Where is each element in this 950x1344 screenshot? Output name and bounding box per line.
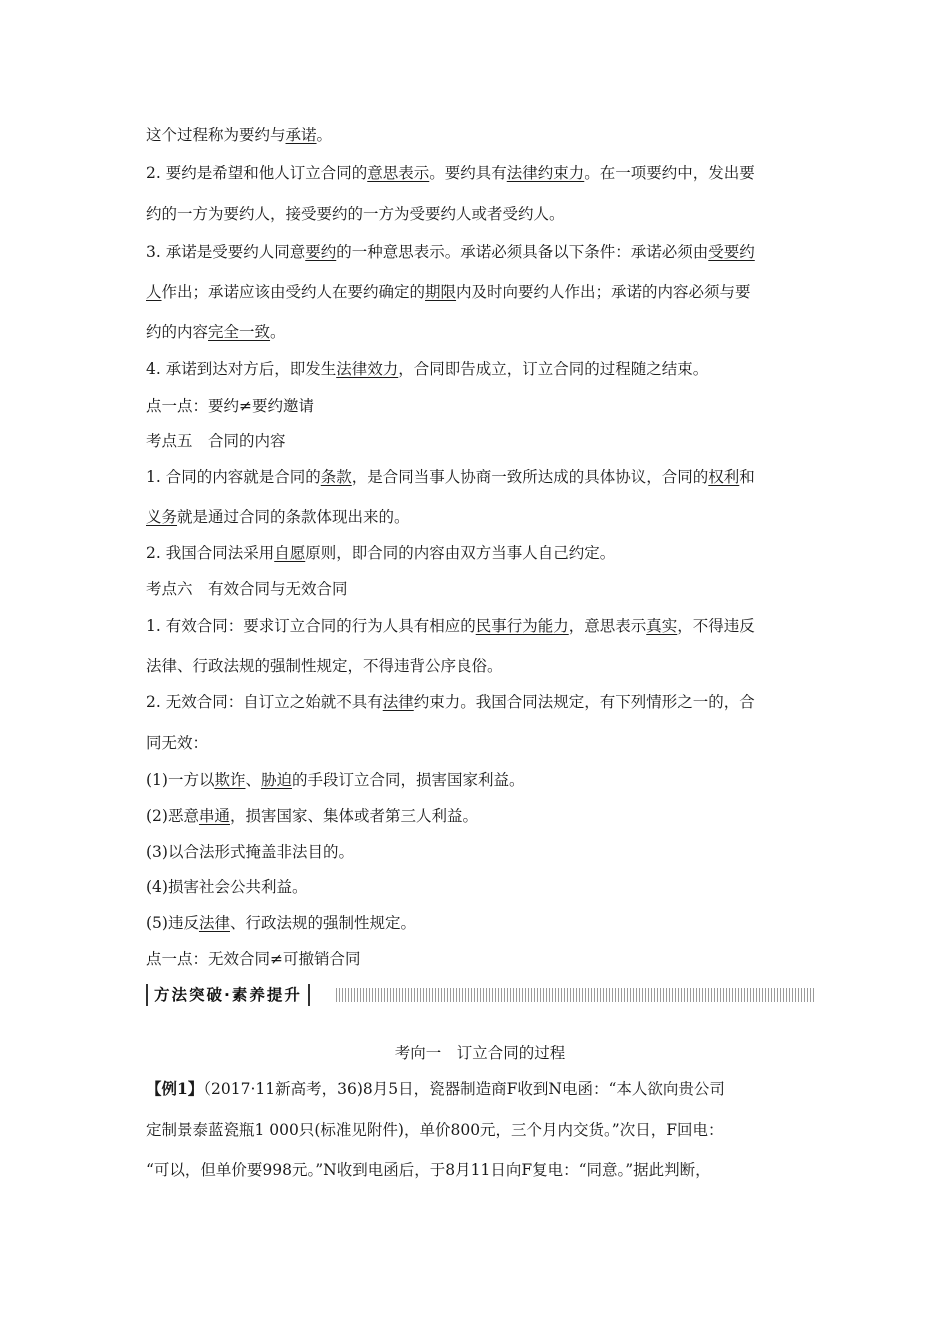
subsection-heading: 考向一 订立合同的过程 — [394, 1044, 566, 1062]
underlined-term: 法律 — [382, 693, 414, 711]
text: ，是合同当事人协商一致所达成的具体协议，合同的 — [351, 468, 709, 486]
tip-line: 点一点：无效合同≠可撤销合同 — [146, 950, 361, 968]
section-heading: 考点六 有效合同与无效合同 — [146, 580, 348, 598]
example-line: “可以，但单价要998元。”N收到电函后，于8月11日向F复电：“同意。”据此判断， — [146, 1161, 711, 1179]
underlined-term: 法律 — [198, 914, 230, 932]
text: 2. 无效合同：自订立之始就不具有 — [146, 693, 383, 711]
text: 3. 承诺是受要约人同意 — [146, 243, 306, 261]
text: （2017·11新高考，36)8月5日，瓷器制造商F收到N电函：“本人欲向贵公司 — [203, 1080, 725, 1098]
text: 2. 要约是希望和他人订立合同的 — [146, 164, 368, 182]
paragraph-line: 同无效： — [146, 734, 209, 752]
underlined-term: 自愿 — [274, 544, 306, 562]
underlined-term: 意思表示 — [367, 164, 430, 182]
paragraph-line — [146, 282, 751, 302]
paragraph-line — [146, 692, 755, 712]
underlined-term: 期限 — [425, 283, 457, 301]
text: (2)恶意 — [146, 807, 199, 825]
text: 的一种意思表示。承诺必须具备以下条件：承诺必须由 — [336, 243, 709, 261]
text: 内及时向要约人作出；承诺的内容必须与要 — [456, 283, 751, 301]
text: 、行政法规的强制性规定。 — [229, 914, 416, 932]
text: 4. 承诺到达对方后，即发生 — [146, 360, 337, 378]
text: 作出；承诺应该由受约人在要约确定的 — [161, 283, 426, 301]
text: 。 — [270, 323, 286, 341]
underlined-term: 受要约 — [708, 243, 755, 261]
text: 的手段订立合同，损害国家利益。 — [292, 771, 525, 789]
text: (1)一方以 — [146, 771, 215, 789]
list-item — [146, 913, 416, 933]
underlined-term: 串通 — [198, 807, 230, 825]
text: 约的内容 — [146, 323, 209, 341]
tip-line: 点一点：要约≠要约邀请 — [146, 397, 314, 415]
list-item — [146, 806, 478, 826]
underlined-term: 人 — [146, 283, 162, 301]
text: ，合同即告成立，订立合同的过程随之结束。 — [398, 360, 709, 378]
text: 。要约具有 — [429, 164, 507, 182]
paragraph-line — [146, 322, 286, 342]
text: 1. 有效合同：要求订立合同的行为人具有相应的 — [146, 617, 476, 635]
text: 2. 我国合同法采用 — [146, 544, 275, 562]
underlined-term: 真实 — [646, 617, 678, 635]
paragraph-line — [146, 543, 615, 563]
underlined-term: 要约 — [305, 243, 337, 261]
text: ，损害国家、集体或者第三人利益。 — [229, 807, 478, 825]
text: 约束力。我国合同法规定，有下列情形之一的，合 — [413, 693, 755, 711]
underlined-term: 义务 — [146, 508, 178, 526]
example-line: 定制景泰蓝瓷瓶1 000只(标准见附件)，单价800元，三个月内交货。”次日，F回电： — [146, 1121, 724, 1139]
example-line — [146, 1079, 725, 1099]
list-item: (3)以合法形式掩盖非法目的。 — [146, 843, 354, 861]
text: 1. 合同的内容就是合同的 — [146, 468, 321, 486]
paragraph-line — [146, 125, 332, 145]
text: 。 — [316, 126, 333, 144]
text: 原则，即合同的内容由双方当事人自己约定。 — [305, 544, 616, 562]
paragraph-line — [146, 616, 755, 636]
text: ，不得违反 — [677, 617, 755, 635]
text: 就是通过合同的条款体现出来的。 — [177, 508, 410, 526]
text: ，意思表示 — [568, 617, 647, 635]
underlined-term: 承诺 — [285, 126, 317, 144]
text: 和 — [739, 468, 755, 486]
paragraph-line — [146, 359, 708, 379]
underlined-term: 胁迫 — [261, 771, 293, 789]
banner-hatch-decoration — [336, 988, 814, 1002]
example-tag: 【例1】 — [146, 1079, 204, 1098]
underlined-term: 完全一致 — [208, 323, 271, 341]
paragraph-line: 约的一方为要约人，接受要约的一方为受要约人或者受约人。 — [146, 205, 565, 223]
underlined-term: 法律约束力 — [506, 164, 585, 182]
text: 、 — [245, 771, 261, 789]
text: 。在一项要约中，发出要 — [584, 164, 755, 182]
underlined-term: 条款 — [320, 468, 352, 486]
paragraph-line — [146, 242, 755, 262]
paragraph-line — [146, 163, 755, 183]
underlined-term: 权利 — [708, 468, 740, 486]
text: (5)违反 — [146, 914, 199, 932]
paragraph-line — [146, 507, 410, 527]
list-item: (4)损害社会公共利益。 — [146, 878, 308, 896]
paragraph-line — [146, 467, 755, 487]
underlined-term: 欺诈 — [214, 771, 246, 789]
underlined-term: 法律效力 — [336, 360, 399, 378]
underlined-term: 民事行为能力 — [475, 617, 569, 635]
text: 这个过程称为要约与 — [146, 126, 286, 144]
paragraph-line: 法律、行政法规的强制性规定，不得违背公序良俗。 — [146, 657, 503, 675]
list-item — [146, 770, 525, 790]
section-banner — [146, 982, 814, 1008]
banner-label: 方法突破·素养提升 — [146, 984, 310, 1006]
section-heading: 考点五 合同的内容 — [146, 432, 286, 450]
